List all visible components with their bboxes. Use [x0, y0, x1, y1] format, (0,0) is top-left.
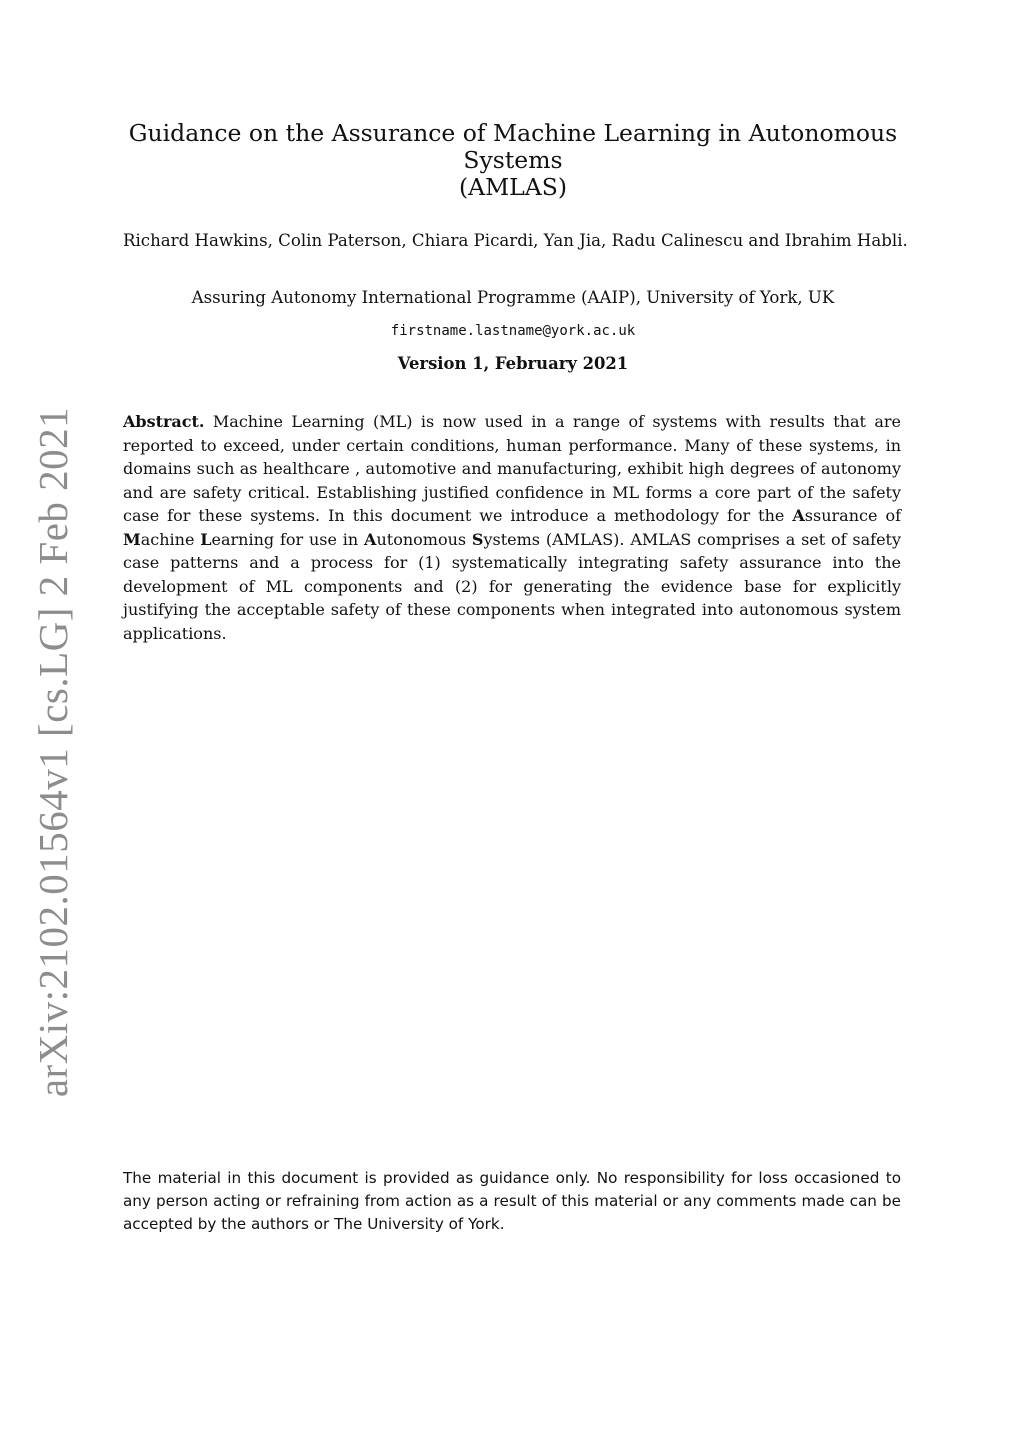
abstract-text-systems: ystems (AMLAS). AMLAS comprises a set of safety case patterns and a process for (1) systematically integrating safety assurance into the development of ML components and (2) for generating the evidence base for explicitly justifying the acceptable safety of these components when integrated into autonomous system applications. [123, 529, 902, 643]
contact-email: firstname.lastname@york.ac.uk [390, 323, 636, 339]
abstract [123, 410, 901, 645]
abstract-text-autonomous: utonomous [376, 529, 472, 549]
author-list: Richard Hawkins, Colin Paterson, Chiara Picardi, Yan Jia, Radu Calinescu and Ibrahim Habli. [123, 231, 908, 250]
acronym-letter-l-learning: L [200, 529, 212, 549]
disclaimer: The material in this document is provided as guidance only. No responsibility for loss occasioned to any person acting or refraining from action as a result of this material or any comments made can be accepted by the authors or The University of York. [123, 1169, 901, 1233]
acronym-letter-m-machine: M [123, 529, 141, 549]
version-line: Version 1, February 2021 [397, 354, 629, 373]
abstract-text-part1: Machine Learning (ML) is now used in a range of systems with results that are reported to exceed, under certain conditions, human performance. Many of these systems, in domains such as healthcare , automotive and manufacturing, exhibit high degrees of autonomy and are safety critical. Establishing justified confidence in ML forms a core part of the safety case for these systems. In this document we introduce a methodology for the [123, 412, 902, 525]
abstract-text-assurance: ssurance of [804, 506, 901, 525]
abstract-text-learning: earning for use in [211, 529, 365, 549]
acronym-letter-a-autonomous: A [364, 529, 377, 549]
paper-title-line-2: (AMLAS) [458, 173, 568, 201]
acronym-letter-a-assurance: A [792, 506, 805, 525]
paper-title [123, 120, 903, 201]
acronym-letter-s-systems: S [471, 529, 484, 549]
paper-title-line-1: Guidance on the Assurance of Machine Learning in Autonomous Systems [128, 119, 898, 174]
affiliation: Assuring Autonomy International Programme (AAIP), University of York, UK [191, 288, 835, 307]
abstract-text-machine: achine [140, 529, 201, 549]
abstract-label: Abstract. [123, 412, 205, 431]
arxiv-identifier-text: arXiv:2102.01564v1 [cs.LG] 2 Feb 2021 [30, 406, 76, 1098]
